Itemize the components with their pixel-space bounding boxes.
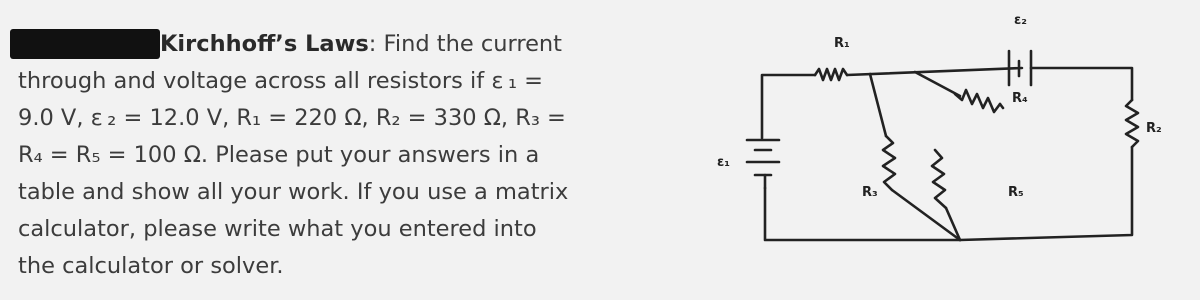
problem-line-6: calculator, please write what you entered into — [18, 216, 537, 242]
resistor-r1 — [815, 69, 847, 80]
label-e2: ε₂ — [1014, 13, 1027, 28]
resistor-r3 — [883, 136, 895, 190]
problem-line-4: R₄ = R₅ = 100 Ω. Please put your answers in a — [18, 142, 540, 168]
wire-r4-out — [1000, 104, 1003, 108]
label-r5: R₅ — [1008, 185, 1024, 200]
wire-top-right — [1031, 68, 1132, 100]
label-r2: R₂ — [1146, 121, 1162, 136]
wire-top-mid — [847, 68, 1022, 75]
wire-right — [960, 147, 1132, 240]
resistor-r5 — [932, 150, 946, 208]
problem-line-3: 9.0 V, ε ₂ = 12.0 V, R₁ = 220 Ω, R₂ = 330 Ω, R₃ = — [18, 105, 566, 131]
wire-junction-r4 — [915, 72, 960, 96]
label-r3: R₃ — [862, 185, 878, 200]
resistor-r4 — [955, 90, 1000, 112]
problem-line-2: through and voltage across all resistors if ε ₁ = — [18, 68, 543, 94]
problem-title: Kirchhoff’s Laws — [160, 31, 369, 57]
problem-line-1-text: : Find the current — [368, 31, 563, 57]
label-r1: R₁ — [834, 36, 850, 51]
wire-junction-r3 — [870, 74, 886, 136]
label-e1: ε₁ — [717, 155, 730, 170]
problem-line-5: table and show all your work. If you use a matrix — [18, 179, 569, 205]
wire-top-left — [762, 75, 815, 138]
problem-line-7: the calculator or solver. — [18, 253, 284, 279]
label-r4: R₄ — [1012, 91, 1028, 106]
resistor-r2 — [1126, 100, 1138, 147]
